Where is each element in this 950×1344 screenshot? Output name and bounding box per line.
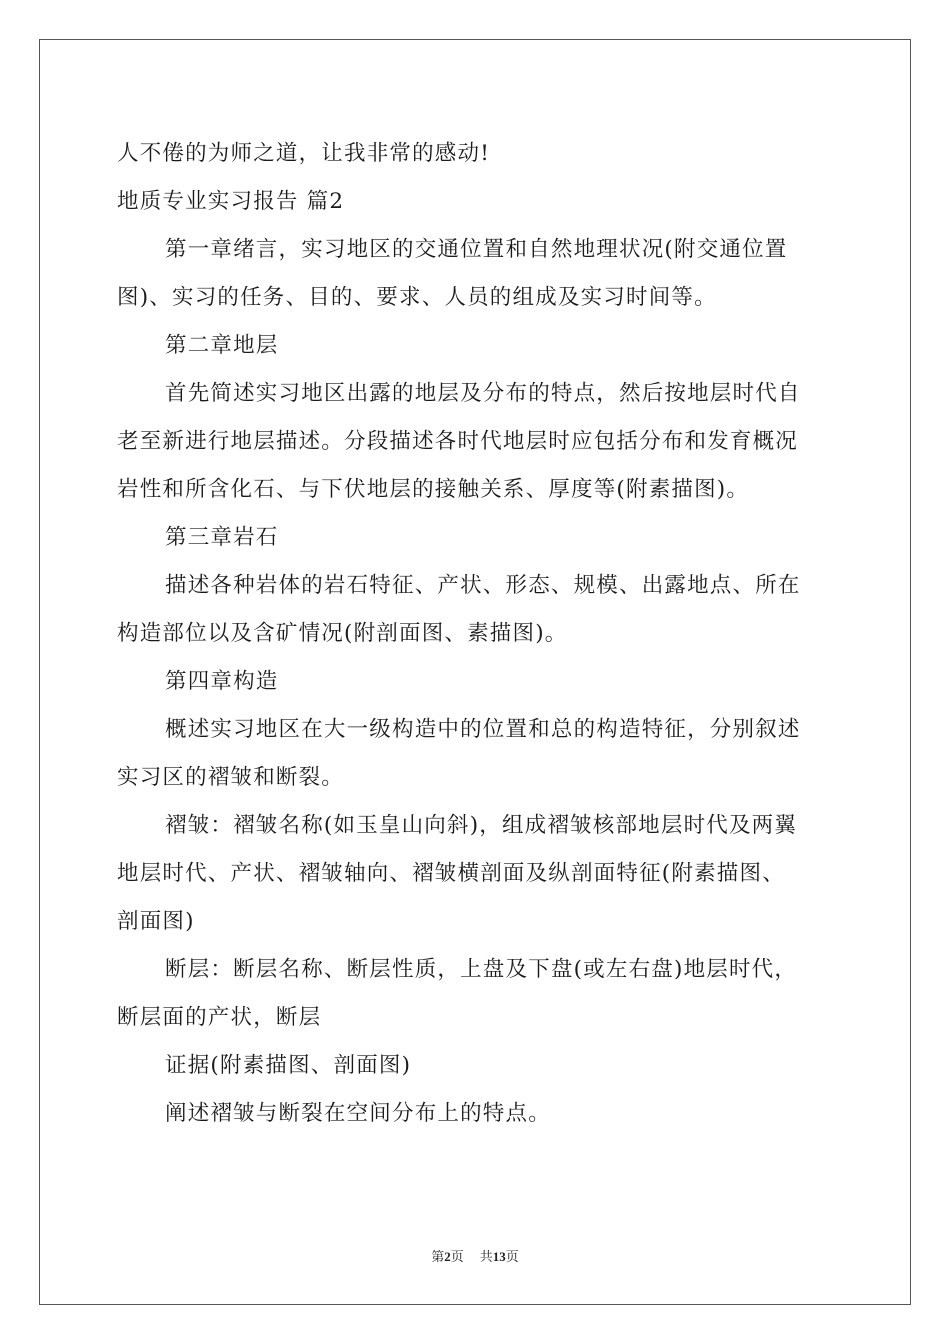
document-body — [117, 130, 837, 1138]
chapter-heading-4: 第四章构造 — [165, 669, 279, 694]
section-heading: 地质专业实习报告 篇2 — [117, 189, 345, 214]
total-pages: 13 — [492, 1249, 506, 1264]
total-suffix: 页 — [505, 1249, 519, 1264]
text-line-15: 褶皱：褶皱名称(如玉皇山向斜)，组成褶皱核部地层时代及两翼 — [165, 813, 798, 838]
text-line-8: 岩性和所含化石、与下伏地层的接触关系、厚度等(附素描图)。 — [117, 477, 750, 502]
text-line-7: 老至新进行地层描述。分段描述各时代地层时应包括分布和发育概况 — [117, 429, 799, 454]
page-suffix: 页 — [450, 1249, 464, 1264]
chapter-heading-3: 第三章岩石 — [165, 525, 279, 550]
text-line-21: 阐述褶皱与断裂在空间分布上的特点。 — [165, 1101, 551, 1126]
text-line-11: 构造部位以及含矿情况(附剖面图、素描图)。 — [117, 621, 568, 646]
text-line-6: 首先简述实习地区出露的地层及分布的特点，然后按地层时代自 — [165, 381, 801, 406]
page-footer — [0, 1246, 950, 1265]
page-prefix: 第 — [431, 1249, 445, 1264]
text-line-4: 图)、实习的任务、目的、要求、人员的组成及实习时间等。 — [117, 285, 717, 310]
text-line-1: 人不倦的为师之道，让我非常的感动! — [117, 141, 491, 166]
page-number: 2 — [444, 1249, 451, 1264]
text-line-16: 地层时代、产状、褶皱轴向、褶皱横剖面及纵剖面特征(附素描图、 — [117, 861, 785, 886]
total-prefix: 共 — [479, 1249, 493, 1264]
text-line-3: 第一章绪言，实习地区的交通位置和自然地理状况(附交通位置 — [165, 237, 788, 262]
text-line-17: 剖面图) — [117, 909, 195, 934]
text-line-18: 断层：断层名称、断层性质，上盘及下盘(或左右盘)地层时代， — [165, 957, 798, 982]
chapter-heading-2: 第二章地层 — [165, 333, 279, 358]
text-line-20: 证据(附素描图、剖面图) — [165, 1053, 412, 1078]
text-line-10: 描述各种岩体的岩石特征、产状、形态、规模、出露地点、所在 — [165, 573, 801, 598]
text-line-13: 概述实习地区在大一级构造中的位置和总的构造特征，分别叙述 — [165, 717, 801, 742]
text-line-14: 实习区的褶皱和断裂。 — [117, 765, 345, 790]
text-line-19: 断层面的产状，断层 — [117, 1005, 322, 1030]
